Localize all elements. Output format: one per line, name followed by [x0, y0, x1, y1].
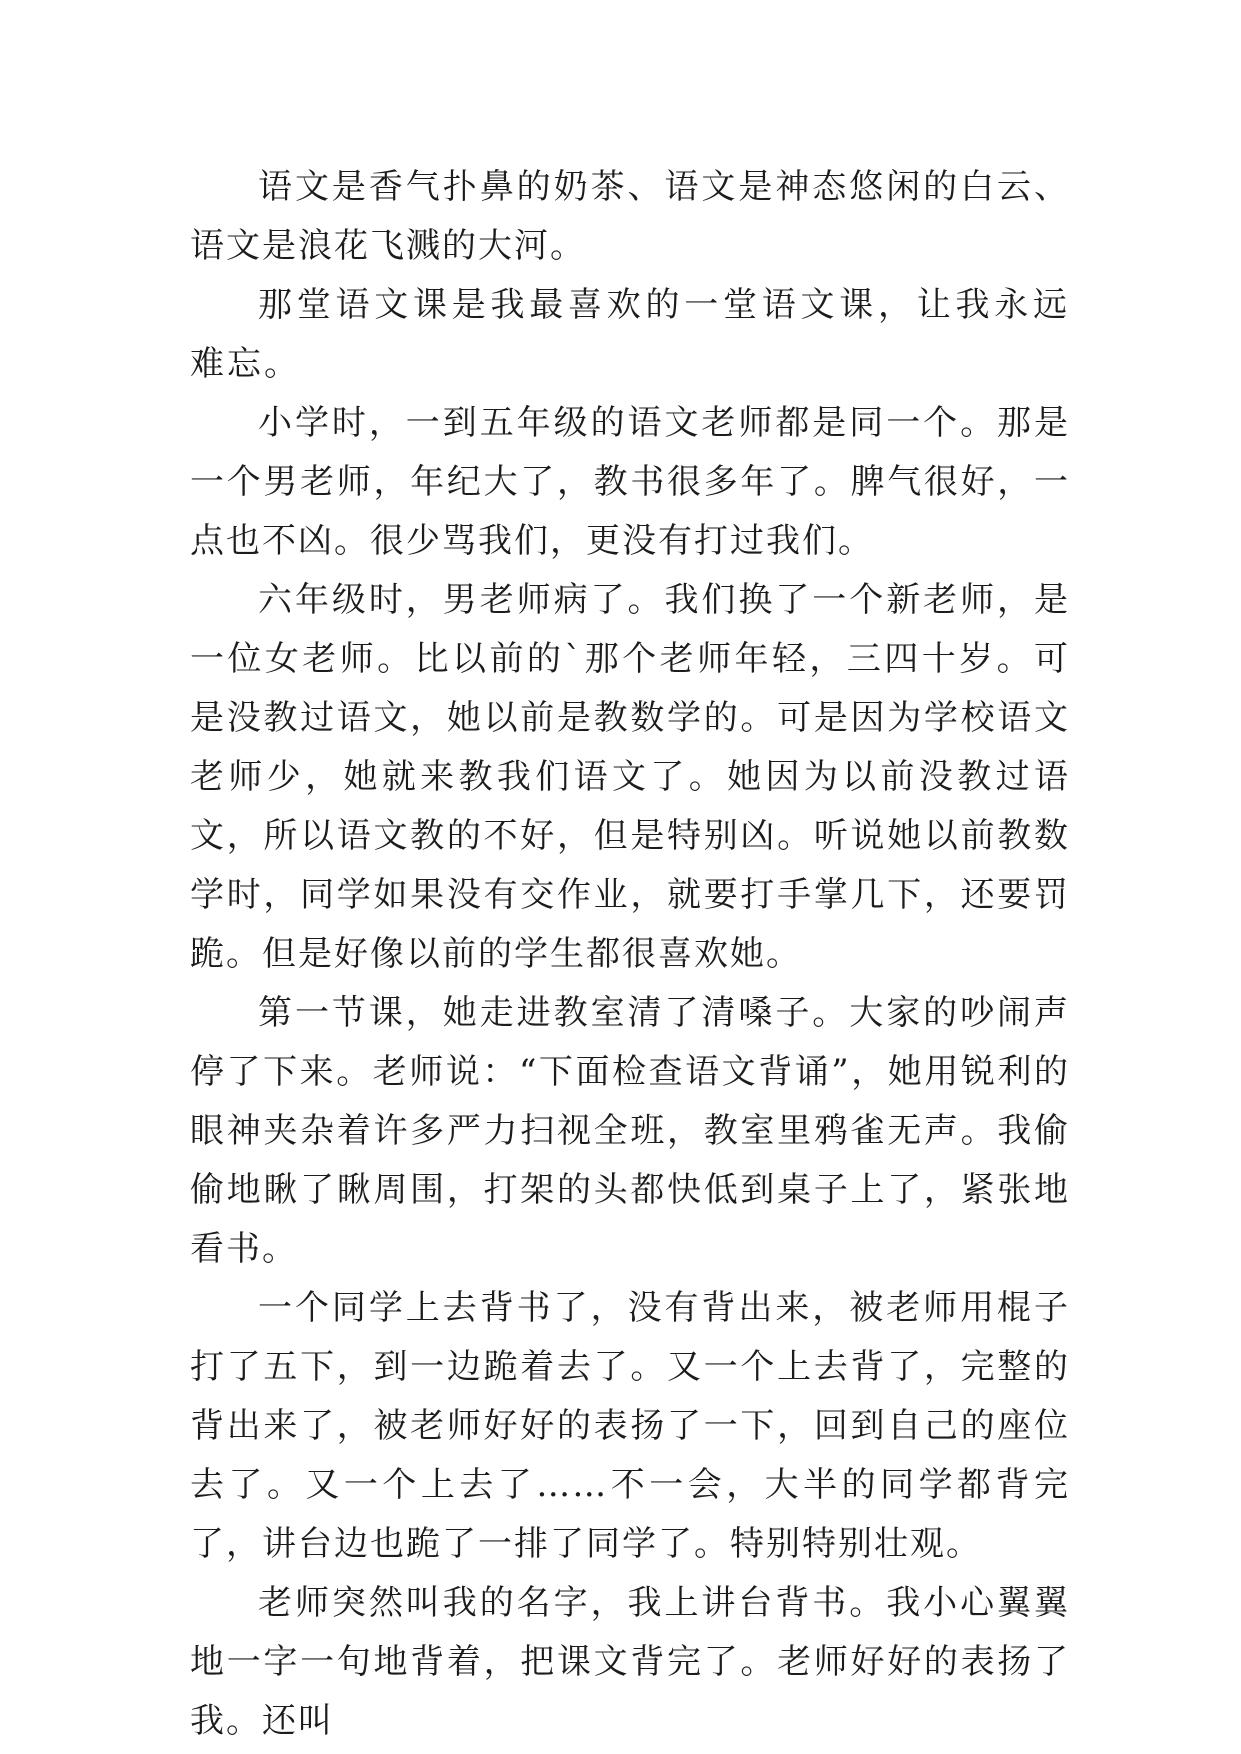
paragraph-1: 语文是香气扑鼻的奶茶、语文是神态悠闲的白云、语文是浪花飞溅的大河。 — [190, 167, 1070, 266]
paragraph-7: 老师突然叫我的名字，我上讲台背书。我小心翼翼地一字一句地背着，把课文背完了。老师好好的表扬了我。还叫 — [190, 1583, 1070, 1741]
paragraph-2: 那堂语文课是我最喜欢的一堂语文课，让我永远难忘。 — [190, 285, 1070, 384]
paragraph-3: 小学时，一到五年级的语文老师都是同一个。那是一个男老师，年纪大了，教书很多年了。脾气很好，一点也不凶。很少骂我们，更没有打过我们。 — [190, 403, 1070, 561]
essay-body — [190, 158, 1070, 1751]
paragraph-5: 第一节课，她走进教室清了清嗓子。大家的吵闹声停了下来。老师说：“下面检查语文背诵”，她用锐利的眼神夹杂着许多严力扫视全班，教室里鸦雀无声。我偷偷地瞅了瞅周围，打架的头都快低到桌子上了，紧张地看书。 — [190, 993, 1070, 1269]
paragraph-6: 一个同学上去背书了，没有背出来，被老师用棍子打了五下，到一边跪着去了。又一个上去背了，完整的背出来了，被老师好好的表扬了一下，回到自己的座位去了。又一个上去了……不一会，大半的同学都背完了，讲台边也跪了一排了同学了。特别特别壮观。 — [190, 1288, 1070, 1564]
paragraph-4: 六年级时，男老师病了。我们换了一个新老师，是一位女老师。比以前的`那个老师年轻，三四十岁。可是没教过语文，她以前是教数学的。可是因为学校语文老师少，她就来教我们语文了。她因为以前没教过语文，所以语文教的不好，但是特别凶。听说她以前教数学时，同学如果没有交作业，就要打手掌几下，还要罚跪。但是好像以前的学生都很喜欢她。 — [190, 580, 1070, 974]
